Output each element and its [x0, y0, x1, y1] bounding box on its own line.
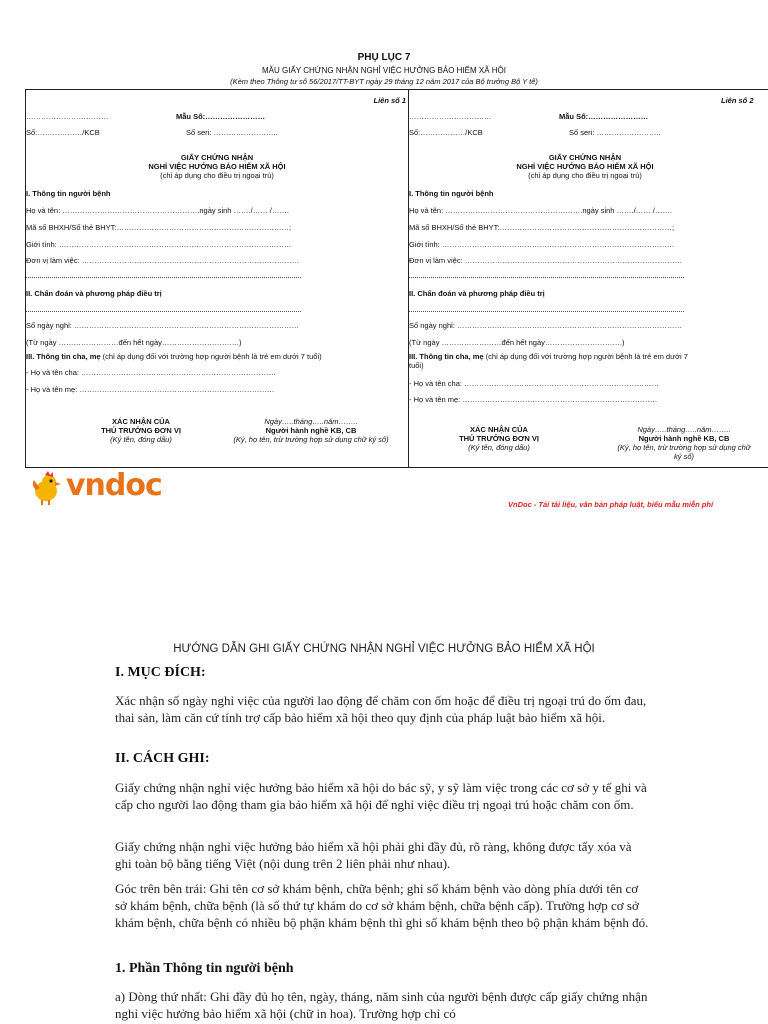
paragraph-top-left: Góc trên bên trái: Ghi tên cơ sở khám bệnh, chữa bệnh; ghi số khám bệnh vào dòng phía dưới tên cơ sở khám bệnh, chữa bệnh (là số thứ tự khám do cơ sở khám bệnh, chữa bệnh cấp). Trường hợp cơ sở khám bệnh, chữa bệnh có nhiều bộ phận khám bệnh thì ghi số khám bệnh theo bộ phận khám bệnh đó. — [115, 881, 649, 930]
workplace-field: Đơn vị làm việc: …………………………………………………………………………… — [26, 256, 300, 265]
copy-1 — [26, 90, 408, 467]
cert-title-note: (chỉ áp dụng cho điều trị ngoại trú) — [160, 171, 274, 180]
appendix-title: PHỤ LỤC 7 — [357, 52, 411, 63]
form-number: Mẫu Số:…………………… — [559, 112, 649, 121]
patient-name-field: Họ và tên: ……………………………………………….ngày sinh ……./…… /……. — [409, 206, 672, 215]
section-parents — [409, 352, 688, 361]
paragraph-purpose: Xác nhận số ngày nghỉ việc của người lao động để chăm con ốm hoặc để điều trị ngoại trú do ốm đau, thai sản, làm căn cứ tính trợ cấp bảo hiểm xã hội theo quy định của pháp luật bảo hiểm xã hội. — [115, 693, 647, 725]
patient-name-field: Họ và tên: ……………………………………………….ngày sinh ……./…… /……. — [26, 206, 289, 215]
blank-line — [409, 311, 684, 312]
section-parents-note-cont: tuổi) — [409, 361, 424, 370]
logo-wordmark: vndoc — [66, 468, 162, 503]
doctor-note-cont: ký số) — [673, 452, 694, 461]
days-off-field: Số ngày nghỉ: ……………………………………………………………………………… — [409, 321, 682, 330]
workplace-field: Đơn vị làm việc: …………………………………………………………………………… — [409, 256, 683, 265]
book-number: Số:………………/KCB — [409, 128, 483, 137]
section-parents-label: III. Thông tin cha, mẹ — [409, 352, 484, 361]
facility-dots: …………………………… — [409, 112, 492, 121]
cert-title: GIẤY CHỨNG NHẬN — [180, 153, 254, 162]
father-name-field: - Họ và tên cha: …………………………………………………………………… — [409, 379, 660, 388]
certificate-form — [25, 89, 768, 468]
confirm-note: (Ký tên, đóng dấu) — [468, 443, 530, 452]
paragraph-first-line: a) Dòng thứ nhất: Ghi đầy đủ họ tên, ngày, tháng, năm sinh của người bệnh được cấp giấy chứng nhận nghỉ việc hưởng bảo hiểm xã hội (chữ in hoa). Trường hợp chỉ có — [115, 989, 648, 1021]
cert-title-2: NGHỈ VIỆC HƯỞNG BẢO HIỂM XÃ HỘI — [148, 162, 286, 171]
copy-label: Liên số 1 — [373, 96, 406, 105]
section-diagnosis: II. Chẩn đoán và phương pháp điều trị — [26, 289, 162, 298]
confirm-note: (Ký tên, đóng dấu) — [110, 435, 172, 444]
cert-title-note: (chỉ áp dụng cho điều trị ngoại trú) — [528, 171, 642, 180]
section-parents — [26, 352, 322, 361]
gender-field: Giới tính: ………………………………………………………………………………… — [409, 240, 675, 249]
days-off-field: Số ngày nghỉ: ……………………………………………………………………………… — [26, 321, 299, 330]
cert-title-2: NGHỈ VIỆC HƯỞNG BẢO HIỂM XÃ HỘI — [516, 162, 654, 171]
paragraph-requirements: Giấy chứng nhận nghỉ việc hưởng bảo hiểm xã hội phải ghi đầy đủ, rõ ràng, không được tẩy xóa và ghi toàn bộ bằng tiếng Việt (nội dung trên 2 liên phải như nhau). — [115, 839, 632, 871]
blank-line — [26, 277, 301, 278]
heading-patient-info: 1. Phần Thông tin người bệnh — [115, 961, 294, 976]
sign-date: Ngày…..tháng…..năm…….. — [637, 425, 731, 434]
section-diagnosis: II. Chẩn đoán và phương pháp điều trị — [409, 289, 545, 298]
father-name-field: - Họ và tên cha: …………………………………………………………………… — [26, 368, 277, 377]
doctor-note: (Ký, họ tên, trừ trường hợp sử dụng chữ — [617, 443, 751, 452]
vndoc-tagline[interactable]: VnDoc - Tải tài liệu, văn bản pháp luật, biểu mẫu miễn phí — [508, 500, 714, 509]
section-patient-info: I. Thông tin người bệnh — [26, 189, 111, 198]
confirm-title-2: THỦ TRƯỞNG ĐƠN VỊ — [459, 434, 539, 443]
doctor-note: (Ký, họ tên, trừ trường hợp sử dụng chữ ký số) — [233, 435, 389, 444]
confirm-title: XÁC NHẬN CỦA — [470, 425, 528, 434]
chicken-mascot-icon — [28, 470, 64, 506]
serial-number: Số seri: …………………….. — [186, 128, 278, 137]
blank-line — [409, 277, 684, 278]
confirm-title-2: THỦ TRƯỞNG ĐƠN VỊ — [101, 426, 181, 435]
mother-name-field: - Họ và tên mẹ: …………………………………………………………………… — [409, 395, 658, 404]
vndoc-logo[interactable] — [28, 470, 198, 508]
insurance-number-field: Mã số BHXH/Số thẻ BHYT:……………………………………………………………; — [409, 223, 675, 232]
facility-dots: …………………………… — [26, 112, 109, 121]
date-range-field: (Từ ngày ……………………đến hết ngày………………………….) — [409, 338, 625, 347]
appendix-subtitle: MẪU GIẤY CHỨNG NHẬN NGHỈ VIỆC HƯỞNG BẢO HIỂM XÃ HỘI — [262, 66, 506, 75]
heading-purpose: I. MỤC ĐÍCH: — [115, 665, 206, 680]
guide-title: HƯỚNG DẪN GHI GIẤY CHỨNG NHẬN NGHỈ VIỆC HƯỞNG BẢO HIỂM XÃ HỘI — [173, 643, 595, 655]
copy-label: Liên số 2 — [721, 96, 754, 105]
section-patient-info: I. Thông tin người bệnh — [409, 189, 494, 198]
appendix-note: (Kèm theo Thông tư số 56/2017/TT-BYT ngày 29 tháng 12 năm 2017 của Bộ trưởng Bộ Y tế) — [230, 77, 538, 86]
blank-line — [26, 311, 301, 312]
gender-field: Giới tính: ………………………………………………………………………………… — [26, 240, 292, 249]
heading-how-to: II. CÁCH GHI: — [115, 751, 210, 766]
paragraph-issuer: Giấy chứng nhận nghỉ việc hưởng bảo hiểm xã hội do bác sỹ, y sỹ làm việc trong các cơ sở y tế ghi và cấp cho người lao động tham gia bảo hiểm xã hội để nghỉ việc điều trị ngoại trú hoặc chăm con ốm. — [115, 780, 647, 812]
sign-date: Ngày…..tháng…..năm…….. — [264, 417, 358, 426]
confirm-title: XÁC NHẬN CỦA — [112, 417, 170, 426]
book-number: Số:………………/KCB — [26, 128, 100, 137]
section-parents-label: III. Thông tin cha, mẹ — [26, 352, 101, 361]
doctor-title: Người hành nghề KB, CB — [638, 434, 730, 443]
mother-name-field: - Họ và tên mẹ: …………………………………………………………………… — [26, 385, 275, 394]
section-parents-note: (chỉ áp dụng đối với trường hợp người bệnh là trẻ em dưới 7 — [483, 352, 688, 361]
form-number: Mẫu Số:…………………… — [176, 112, 266, 121]
copy-2 — [409, 90, 768, 467]
section-parents-note: (chỉ áp dụng đối với trường hợp người bệnh là trẻ em dưới 7 tuổi) — [100, 352, 322, 361]
doctor-title: Người hành nghề KB, CB — [265, 426, 357, 435]
serial-number: Số seri: …………………….. — [569, 128, 661, 137]
cert-title: GIẤY CHỨNG NHẬN — [548, 153, 622, 162]
insurance-number-field: Mã số BHXH/Số thẻ BHYT:……………………………………………………………; — [26, 223, 292, 232]
date-range-field: (Từ ngày ……………………đến hết ngày………………………….) — [26, 338, 242, 347]
